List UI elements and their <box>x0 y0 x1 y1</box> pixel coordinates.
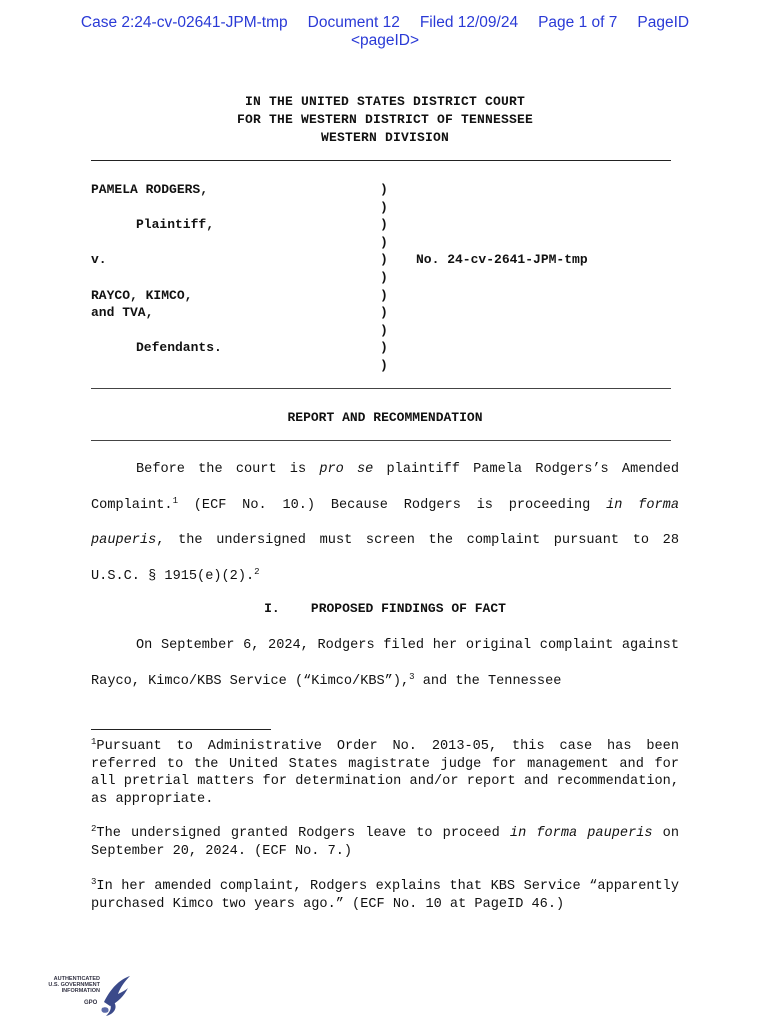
header-page: Page 1 of 7 <box>538 14 618 31</box>
caption-paren: ) <box>380 182 388 197</box>
header-document: Document 12 <box>307 14 400 31</box>
footnote-rule <box>91 729 271 730</box>
paragraph-2 <box>91 628 679 699</box>
seal-line-1: AUTHENTICATED <box>53 976 100 982</box>
caption-top-rule <box>91 160 671 161</box>
caption-paren: ) <box>380 199 388 215</box>
footnote-1 <box>91 738 679 808</box>
header-filed: Filed 12/09/24 <box>419 14 519 31</box>
caption-paren: ) <box>380 234 388 250</box>
versus: v. <box>91 252 107 268</box>
header-pageid: PageID <box>637 14 690 31</box>
footnote-number: 2 <box>91 824 97 834</box>
caption-paren: ) <box>380 287 388 303</box>
footnote-ref-2: 2 <box>254 566 260 577</box>
seal-line-2: U.S. GOVERNMENT <box>48 982 100 988</box>
filing-header <box>0 14 770 50</box>
para1-text: , the undersigned must screen the complaint pursuant to 28 U.S.C. § 1915(e)(2). <box>91 533 679 584</box>
seal-line-3: INFORMATION <box>61 988 100 994</box>
defendants-label: Defendants. <box>136 340 222 356</box>
plaintiff-name: PAMELA RODGERS, <box>91 182 209 197</box>
defendants-line-1: RAYCO, KIMCO, <box>91 287 193 303</box>
section-heading <box>0 601 770 616</box>
eagle-icon <box>44 972 134 1020</box>
para1-text: Before the court is <box>136 462 320 477</box>
section-numeral: I. <box>264 601 280 616</box>
footnote-number: 3 <box>91 877 97 887</box>
caption-paren: ) <box>380 305 388 321</box>
para1-italic: pro se <box>319 462 374 477</box>
footnote-text: In her amended complaint, Rodgers explains that KBS Service “apparently purchased Kimco two years ago.” (ECF No. 10 at PageID 46.) <box>91 879 679 912</box>
court-line-3: WESTERN DIVISION <box>320 130 450 145</box>
footnote-italic: in forma pauperis <box>509 826 653 841</box>
caption-paren: ) <box>380 217 388 233</box>
para2-text: and the Tennessee <box>414 673 562 689</box>
footnote-number: 1 <box>91 737 97 747</box>
caption-paren: ) <box>380 252 388 268</box>
caption-paren: ) <box>380 269 388 285</box>
title-bottom-rule <box>91 440 671 441</box>
footnote-text: The undersigned granted Rodgers leave to proceed <box>96 826 510 841</box>
court-heading <box>0 93 770 147</box>
case-caption-parties <box>91 181 371 357</box>
header-case-number: Case 2:24-cv-02641-JPM-tmp <box>80 14 288 31</box>
para1-italic: in forma pauperis <box>91 497 679 548</box>
defendants-line-2: and TVA, <box>91 305 154 321</box>
caption-paren: ) <box>380 322 388 338</box>
document-title: REPORT AND RECOMMENDATION <box>287 410 483 425</box>
footnote-text: on September 20, 2024. (ECF No. 7.) <box>91 826 679 859</box>
court-line-1: IN THE UNITED STATES DISTRICT COURT <box>244 94 526 109</box>
para1-text: plaintiff Pamela Rodgers’s Amended Complaint. <box>91 462 680 513</box>
gpo-label: GPO <box>84 1000 98 1006</box>
plaintiff-label: Plaintiff, <box>136 217 215 233</box>
para2-text: On September 6, 2024, Rodgers filed her original complaint against Rayco, Kimco/KBS Service (“Kimco/KBS”), <box>91 638 679 689</box>
section-title: PROPOSED FINDINGS OF FACT <box>310 601 506 616</box>
footnote-ref-1: 1 <box>172 495 178 506</box>
gpo-authentication-seal <box>44 972 134 1020</box>
title-top-rule <box>91 388 671 389</box>
court-line-2: FOR THE WESTERN DISTRICT OF TENNESSEE <box>236 112 534 127</box>
footnote-3 <box>91 878 679 913</box>
footnote-ref-3: 3 <box>409 671 415 682</box>
caption-paren: ) <box>380 340 388 356</box>
paragraph-1 <box>91 452 679 594</box>
para1-text: (ECF No. 10.) Because Rodgers is proceeding <box>177 497 607 513</box>
case-number: No. 24-cv-2641-JPM-tmp <box>416 252 588 267</box>
caption-parentheses <box>380 181 388 375</box>
caption-paren: ) <box>380 357 388 373</box>
footnote-2 <box>91 825 679 860</box>
footnote-text: Pursuant to Administrative Order No. 2013-05, this case has been referred to the United States magistrate judge for management and for all pretrial matters for determination and/or report and recommendation, as appropriate. <box>91 739 679 807</box>
header-pageid-value: <pageID> <box>350 32 420 49</box>
